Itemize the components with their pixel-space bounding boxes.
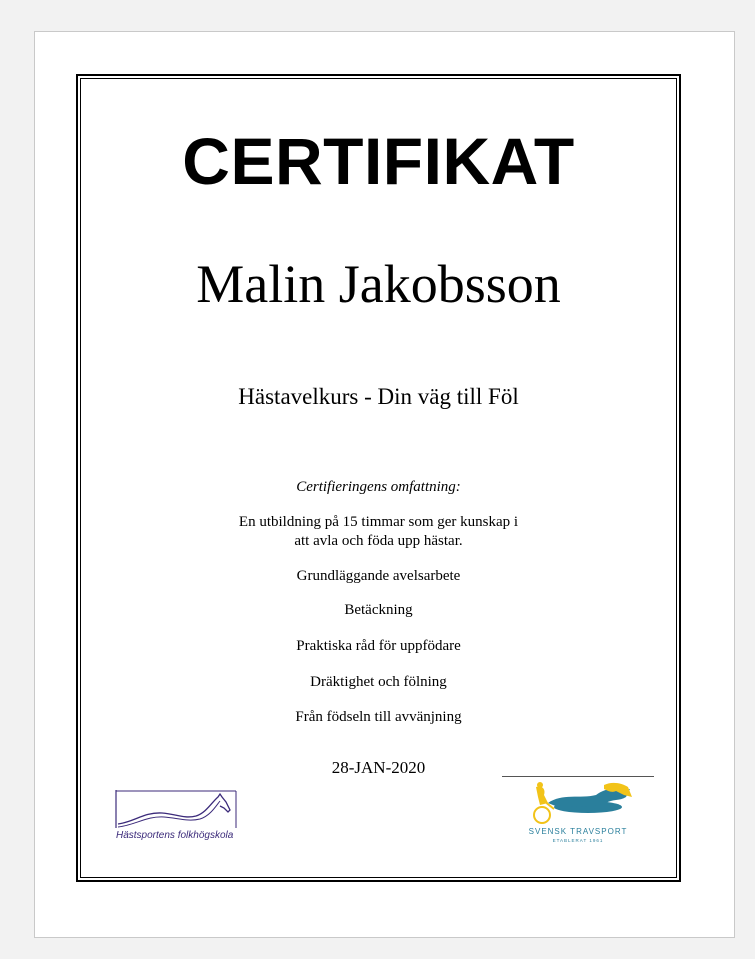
topic-item: Praktiska råd för uppfödare	[296, 638, 461, 654]
horse-outline-icon	[114, 788, 242, 832]
scope-heading: Certifieringens omfattning:	[296, 479, 461, 495]
course-description	[78, 513, 679, 551]
course-name: Hästavelkurs - Din väg till Föl	[238, 384, 519, 409]
description-line: att avla och föda upp hästar.	[294, 533, 463, 549]
certificate-title: CERTIFIKAT	[182, 124, 575, 198]
certificate-page	[34, 31, 735, 938]
certificate-border	[76, 74, 681, 882]
trotting-horse-icon	[518, 781, 638, 827]
topic-item: Grundläggande avelsarbete	[296, 568, 461, 584]
topic-item: Betäckning	[344, 602, 413, 618]
signature-line	[502, 776, 654, 777]
certificate-date: 28-JAN-2020	[331, 758, 426, 777]
logo-right-subtext: ETABLERAT 1961	[552, 838, 604, 843]
logo-right-text: SVENSK TRAVSPORT	[528, 827, 628, 836]
topic-item: Från födseln till avvänjning	[295, 709, 462, 725]
topic-item: Dräktighet och fölning	[310, 674, 447, 690]
description-line: En utbildning på 15 timmar som ger kunskap i	[238, 514, 519, 530]
recipient-name: Malin Jakobsson	[196, 254, 561, 314]
hastsportens-folkhogskola-logo	[114, 788, 242, 848]
logo-left-text: Hästsportens folkhögskola	[116, 830, 234, 841]
svensk-travsport-logo	[518, 781, 638, 851]
